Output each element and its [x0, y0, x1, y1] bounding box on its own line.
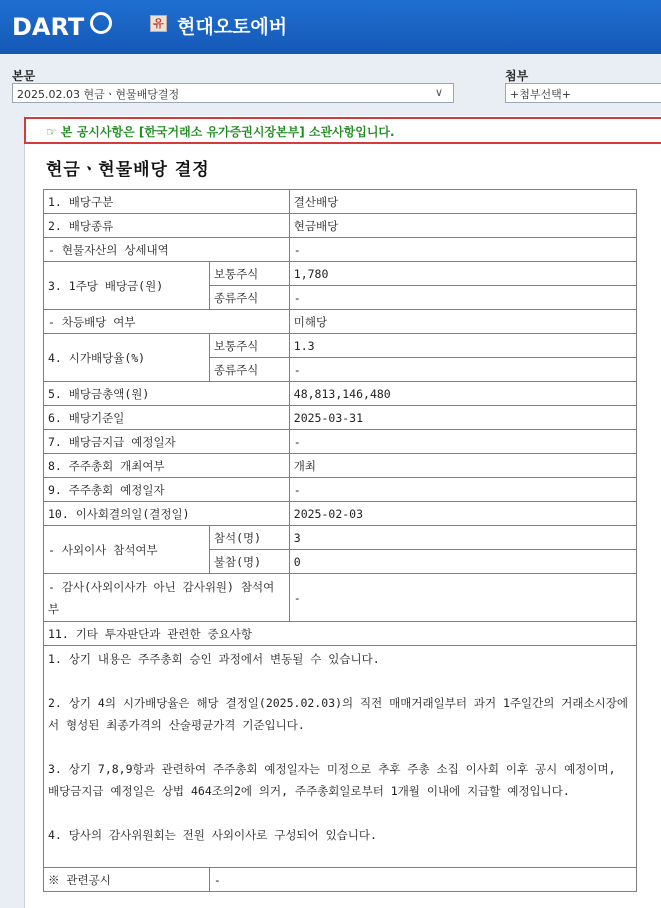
table-row	[44, 406, 637, 430]
row-label: 8. 주주총회 개최여부	[44, 454, 290, 478]
row-label: 7. 배당금지급 예정일자	[44, 430, 290, 454]
row-sublabel: 종류주식	[209, 286, 289, 310]
row-value: 48,813,146,480	[289, 382, 636, 406]
chevron-down-icon: ∨	[434, 86, 443, 99]
table-row	[44, 646, 637, 868]
dart-logo-mark-icon	[90, 12, 112, 34]
row-sublabel: 보통주식	[209, 334, 289, 358]
row-label: 11. 기타 투자판단과 관련한 중요사항	[44, 622, 637, 646]
report-select-label: 본문	[12, 69, 36, 83]
row-value: -	[289, 358, 636, 382]
attach-select[interactable]	[505, 83, 661, 103]
table-row	[44, 238, 637, 262]
jurisdiction-notice: ☞ 본 공시사항은 [한국거래소 유가증권시장본부] 소관사항입니다.	[24, 117, 661, 144]
table-row	[44, 454, 637, 478]
row-label: ※ 관련공시	[44, 868, 210, 892]
note-paragraph: 1. 상기 내용은 주주총회 승인 과정에서 변동될 수 있습니다.	[48, 652, 380, 666]
row-value: -	[289, 286, 636, 310]
row-label: 5. 배당금총액(원)	[44, 382, 290, 406]
report-select-value: 2025.02.03 현금ㆍ현물배당결정	[17, 88, 180, 101]
table-row	[44, 310, 637, 334]
row-value: -	[289, 478, 636, 502]
row-value: 2025-03-31	[289, 406, 636, 430]
row-sublabel: 불참(명)	[209, 550, 289, 574]
row-sublabel: 보통주식	[209, 262, 289, 286]
table-row	[44, 334, 637, 358]
note-paragraph: 4. 당사의 감사위원회는 전원 사외이사로 구성되어 있습니다.	[48, 828, 377, 842]
row-label: 1. 배당구분	[44, 190, 290, 214]
table-row	[44, 574, 637, 622]
table-row	[44, 478, 637, 502]
market-badge: 유	[150, 15, 167, 32]
row-value: -	[289, 574, 636, 622]
table-row	[44, 526, 637, 550]
table-row	[44, 622, 637, 646]
table-row	[44, 382, 637, 406]
row-value: 결산배당	[289, 190, 636, 214]
top-banner	[0, 0, 661, 54]
row-label: 4. 시가배당율(%)	[44, 334, 210, 382]
row-label: 6. 배당기준일	[44, 406, 290, 430]
note-paragraph: 2. 상기 4의 시가배당율은 해당 결정일(2025.02.03)의 직전 매매거래일부터 과거 1주일간의 거래소시장에서 형성된 최종가격의 산술평균가격 기준입니다.	[48, 696, 628, 732]
attach-select-value: +첨부선택+	[510, 88, 571, 101]
notes-cell	[44, 646, 637, 868]
row-value: 1,780	[289, 262, 636, 286]
row-value: -	[289, 238, 636, 262]
row-label: 10. 이사회결의일(결정일)	[44, 502, 290, 526]
row-sublabel: 참석(명)	[209, 526, 289, 550]
company-name: 현대오토에버	[177, 16, 288, 38]
row-value: 미해당	[289, 310, 636, 334]
table-row	[44, 262, 637, 286]
row-label: - 차등배당 여부	[44, 310, 290, 334]
row-value: -	[289, 430, 636, 454]
report-select[interactable]	[12, 83, 454, 103]
row-value: 현금배당	[289, 214, 636, 238]
row-label: - 현물자산의 상세내역	[44, 238, 290, 262]
row-label: 2. 배당종류	[44, 214, 290, 238]
row-value: 0	[289, 550, 636, 574]
row-label: 9. 주주총회 예정일자	[44, 478, 290, 502]
dividend-table	[43, 189, 637, 892]
document-title: 현금ㆍ현물배당 결정	[46, 160, 210, 180]
attach-select-label: 첨부	[505, 69, 529, 83]
table-row	[44, 190, 637, 214]
row-value: -	[209, 868, 636, 892]
table-row	[44, 430, 637, 454]
note-paragraph: 3. 상기 7,8,9항과 관련하여 주주총회 예정일자는 미정으로 추후 주총 소집 이사회 이후 공시 예정이며, 배당금지급 예정일은 상법 464조의2에 의거, 주주총회일로부터 1개월 이내에 지급할 예정입니다.	[48, 762, 616, 798]
dart-logo[interactable]: DART	[12, 13, 85, 41]
row-value: 1.3	[289, 334, 636, 358]
row-label: - 감사(사외이사가 아닌 감사위원) 참석여부	[44, 574, 290, 622]
table-row	[44, 214, 637, 238]
row-sublabel: 종류주식	[209, 358, 289, 382]
row-label: - 사외이사 참석여부	[44, 526, 210, 574]
table-row	[44, 868, 637, 892]
table-row	[44, 502, 637, 526]
row-value: 개최	[289, 454, 636, 478]
row-value: 2025-02-03	[289, 502, 636, 526]
row-label: 3. 1주당 배당금(원)	[44, 262, 210, 310]
row-value: 3	[289, 526, 636, 550]
